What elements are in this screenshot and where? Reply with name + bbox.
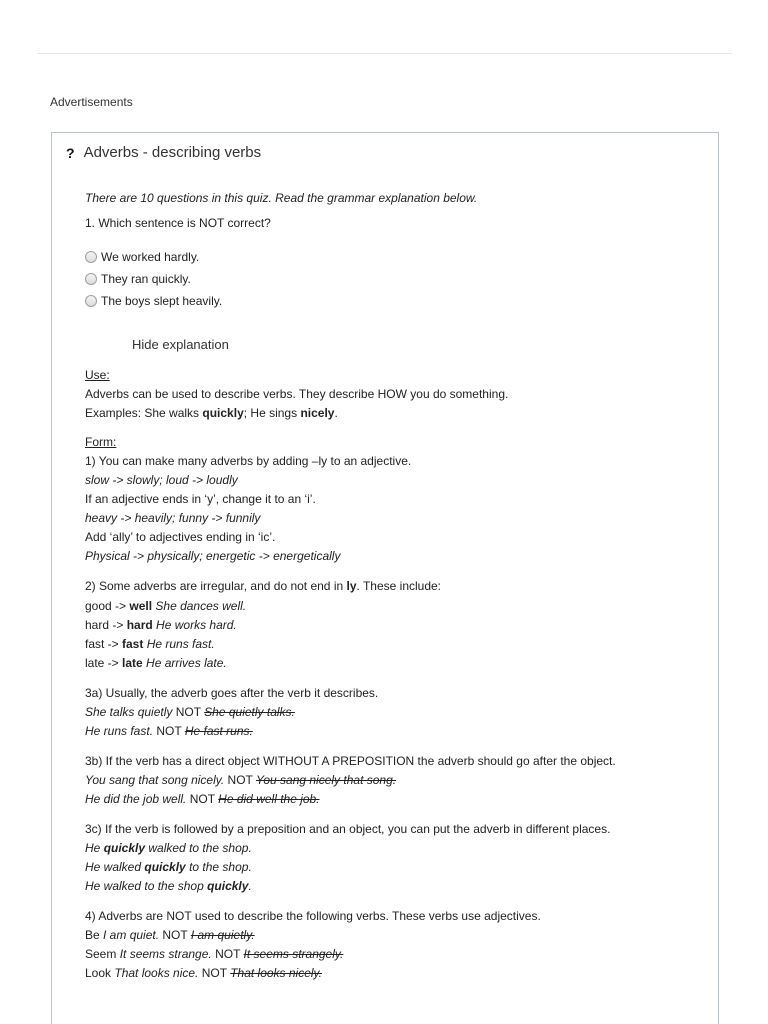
form-rule-1-example: slow -> slowly; loud -> loudly [85,473,238,487]
use-heading: Use: [85,368,110,382]
question-text: 1. Which sentence is NOT correct? [85,216,271,230]
option-label: We worked hardly. [101,250,200,264]
hide-explanation-button[interactable]: Hide explanation [132,337,229,352]
quiz-intro: There are 10 questions in this quiz. Read the grammar explanation below. [85,191,478,205]
form-rule-1b-example: heavy -> heavily; funny -> funnily [85,511,261,525]
form-rule-2: 2) Some adverbs are irregular, and do not end in ly. These include: [85,579,442,593]
rule-3b-example-1: You sang that song nicely. NOT You sang nicely that song. [85,773,397,787]
form-rule-1: 1) You can make many adverbs by adding –ly to an adjective. [85,454,412,468]
radio-button[interactable] [85,295,97,307]
irregular-row: late -> late He arrives late. [85,656,227,670]
irregular-row: hard -> hard He works hard. [85,618,237,632]
irregular-row: good -> well She dances well. [85,599,247,613]
form-rule-1b: If an adjective ends in ‘y’, change it to an ‘i’. [85,492,316,506]
radio-button[interactable] [85,273,97,285]
rule-3b-example-2: He did the job well. NOT He did well the job. [85,792,320,806]
radio-button[interactable] [85,251,97,263]
answer-option-2[interactable] [85,272,191,286]
rule-4: 4) Adverbs are NOT used to describe the following verbs. These verbs use adjectives. [85,909,541,923]
option-label: The boys slept heavily. [101,294,223,308]
form-rule-1c: Add ‘ally’ to adjectives ending in ‘ic’. [85,530,276,544]
rule-3c: 3c) If the verb is followed by a preposition and an object, you can put the adverb in different places. [85,822,611,836]
answer-option-1[interactable] [85,250,199,264]
quiz-header [66,144,261,161]
rule-3c-example-1: He quickly walked to the shop. [85,841,252,855]
advertisements-label: Advertisements [50,95,133,109]
rule-3a-example-2: He runs fast. NOT He fast runs. [85,724,253,738]
answer-option-3[interactable] [85,294,222,308]
rule-4-example: Seem It seems strange. NOT It seems strangely. [85,947,344,961]
irregular-row: fast -> fast He runs fast. [85,637,215,651]
use-description: Adverbs can be used to describe verbs. They describe HOW you do something. [85,387,509,401]
rule-3c-example-2: He walked quickly to the shop. [85,860,252,874]
quiz-container [51,132,719,1024]
rule-4-example: Be I am quiet. NOT I am quietly. [85,928,255,942]
option-label: They ran quickly. [101,272,191,286]
top-divider [37,53,732,54]
form-rule-1c-example: Physical -> physically; energetic -> energetically [85,549,341,563]
rule-3c-example-3: He walked to the shop quickly. [85,879,252,893]
question-mark-icon: ? [66,144,75,161]
rule-3a-example-1: She talks quietly NOT She quietly talks. [85,705,295,719]
form-heading: Form: [85,435,117,449]
quiz-title: Adverbs - describing verbs [83,144,262,161]
use-examples: Examples: She walks quickly; He sings nicely. [85,406,338,420]
rule-3b: 3b) If the verb has a direct object WITHOUT A PREPOSITION the adverb should go after the object. [85,754,616,768]
rule-4-example: Look That looks nice. NOT That looks nicely. [85,966,323,980]
rule-3a: 3a) Usually, the adverb goes after the verb it describes. [85,686,379,700]
